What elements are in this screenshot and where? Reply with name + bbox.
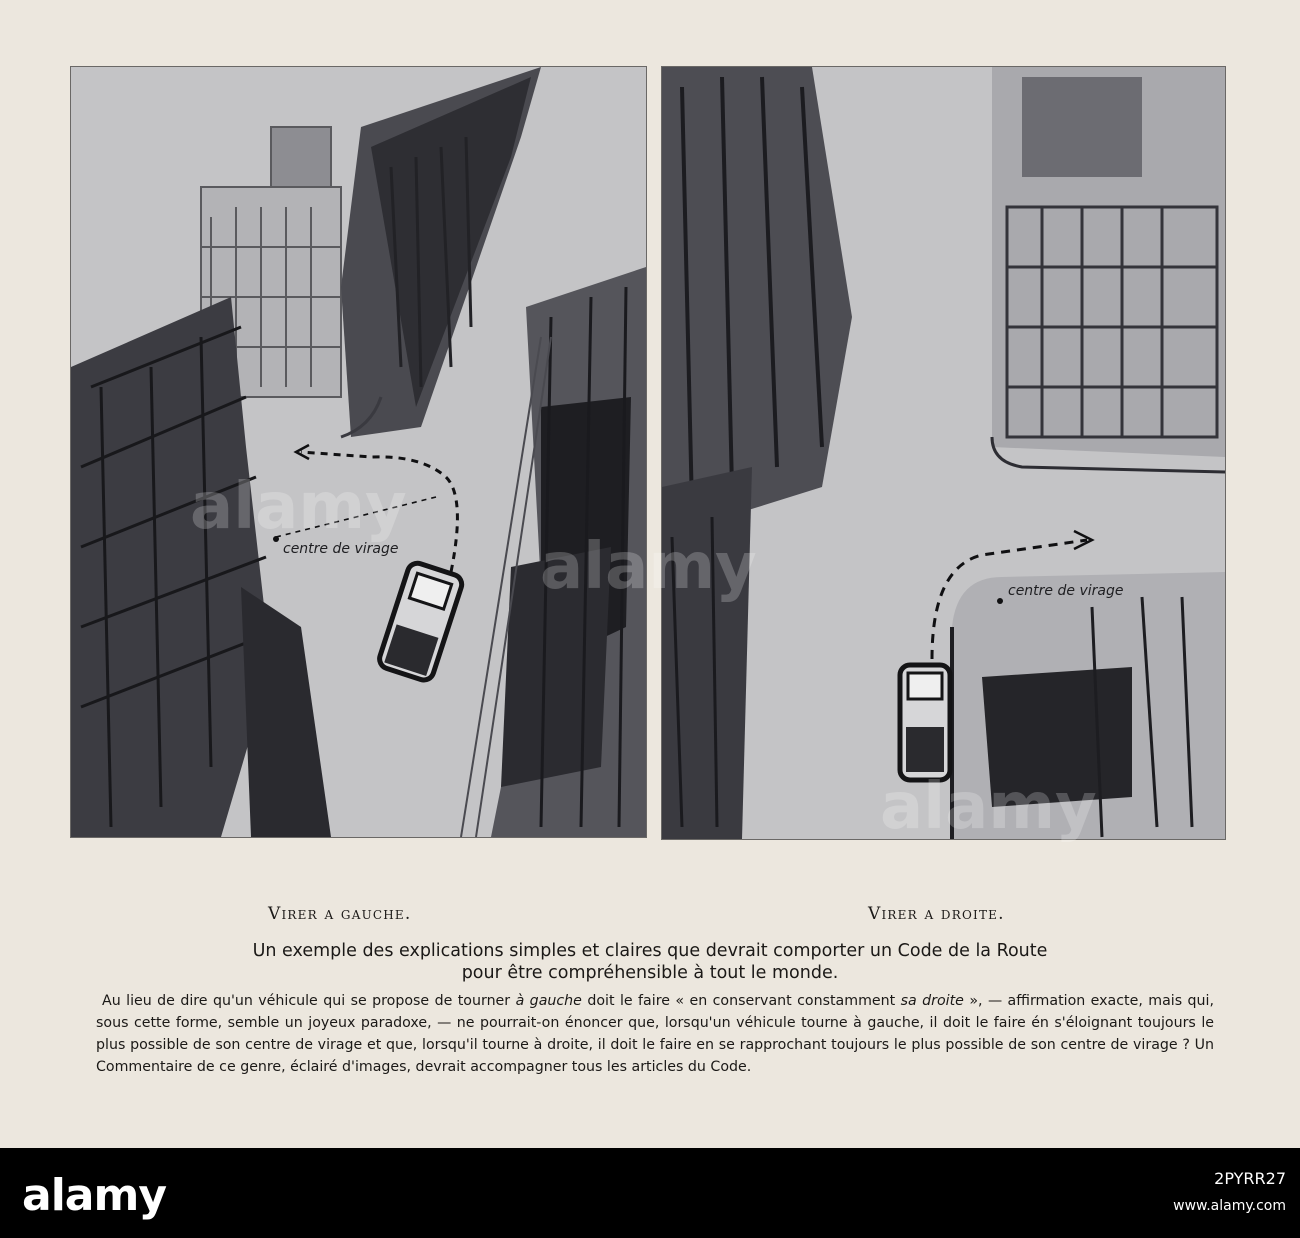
headline-line-1: Un exemple des explications simples et claires que devrait comporter un Code de la Route: [252, 941, 1048, 961]
right-caption: Virer a droite.: [868, 904, 1005, 924]
paragraph-emphasis-1: à gauche: [515, 993, 582, 1009]
watermark: alamy: [540, 530, 757, 604]
headline-line-2: pour être compréhensible à tout le monde.: [461, 963, 839, 983]
right-turn-illustration: [661, 66, 1226, 840]
body-paragraph: [96, 990, 1214, 1078]
stock-url[interactable]: www.alamy.com: [1173, 1198, 1286, 1214]
paragraph-part-1: Au lieu de dire qu'un véhicule qui se propose de tourner: [102, 993, 516, 1009]
right-turn-sketch: [662, 67, 1225, 839]
left-turn-illustration: [70, 66, 647, 838]
watermark: alamy: [880, 770, 1097, 844]
headline: [140, 940, 1160, 984]
right-car: [900, 665, 950, 780]
image-id: 2PYRR27: [1214, 1169, 1286, 1188]
left-caption: Virer a gauche.: [268, 904, 412, 924]
right-centre-label: centre de virage: [1008, 583, 1124, 599]
left-centre-label: centre de virage: [283, 541, 399, 557]
paragraph-part-2: doit le faire « en conservant constamment: [581, 993, 901, 1009]
left-turn-sketch: [71, 67, 646, 837]
watermark: alamy: [190, 470, 407, 544]
alamy-logo[interactable]: alamy: [22, 1170, 166, 1221]
paragraph-emphasis-2: sa droite: [900, 993, 964, 1009]
paragraph-part-3: », — affirmation exacte, mais qui, sous cette forme, semble un joyeux paradoxe, — ne pourrait-on énoncer que, lorsqu'un véhicule tourne à gauche, il doit le faire én s'éloignant toujours le plus possible de son centre de virage et que, lorsqu'il tourne à droite, il doit le faire en se rapprochant toujours le plus possible de son centre de virage ? Un Commentaire de ce genre, éclairé d'images, devrait accompagner tous les articles du Code.: [96, 993, 1215, 1075]
